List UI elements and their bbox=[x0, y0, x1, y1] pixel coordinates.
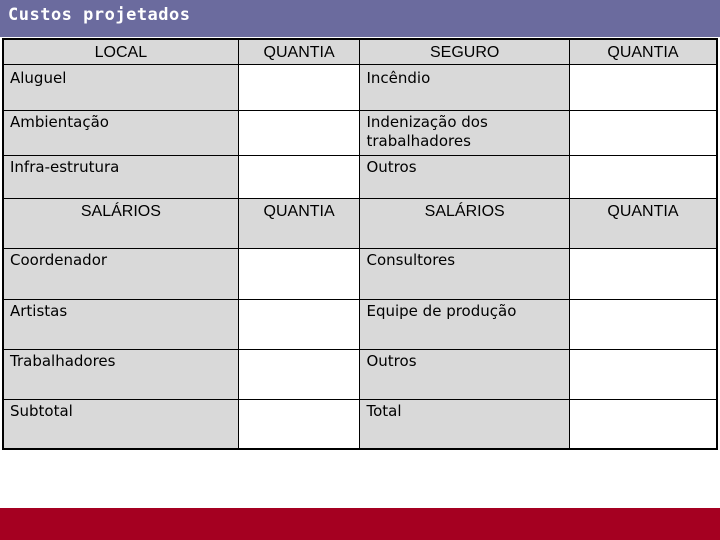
column-header-seguro: SEGURO bbox=[360, 39, 569, 64]
table-row bbox=[3, 64, 717, 110]
amount-cell[interactable] bbox=[238, 155, 360, 198]
column-header-salarios: SALÁRIOS bbox=[3, 198, 238, 248]
column-header-quantia: QUANTIA bbox=[238, 39, 360, 64]
row-label: Trabalhadores bbox=[3, 349, 238, 399]
column-header-quantia: QUANTIA bbox=[238, 198, 360, 248]
row-label: Incêndio bbox=[360, 64, 569, 110]
row-label: Consultores bbox=[360, 248, 569, 299]
footer-bar bbox=[0, 508, 720, 540]
row-label: Equipe de produção bbox=[360, 299, 569, 349]
table-row bbox=[3, 399, 717, 449]
projected-costs-table bbox=[2, 38, 718, 450]
amount-cell[interactable] bbox=[238, 248, 360, 299]
row-label: Ambientação bbox=[3, 110, 238, 155]
amount-cell[interactable] bbox=[238, 110, 360, 155]
amount-cell[interactable] bbox=[569, 399, 717, 449]
row-label: Aluguel bbox=[3, 64, 238, 110]
column-header-quantia: QUANTIA bbox=[569, 39, 717, 64]
title-bar bbox=[0, 0, 720, 37]
column-header-quantia: QUANTIA bbox=[569, 198, 717, 248]
column-header-salarios: SALÁRIOS bbox=[360, 198, 569, 248]
amount-cell[interactable] bbox=[569, 248, 717, 299]
amount-cell[interactable] bbox=[569, 299, 717, 349]
table-row bbox=[3, 349, 717, 399]
table-row bbox=[3, 299, 717, 349]
row-label: Infra-estrutura bbox=[3, 155, 238, 198]
amount-cell[interactable] bbox=[569, 155, 717, 198]
amount-cell[interactable] bbox=[569, 349, 717, 399]
row-label: Coordenador bbox=[3, 248, 238, 299]
subtotal-label: Subtotal bbox=[3, 399, 238, 449]
amount-cell[interactable] bbox=[238, 349, 360, 399]
amount-cell[interactable] bbox=[238, 399, 360, 449]
column-header-local: LOCAL bbox=[3, 39, 238, 64]
page-title: Custos projetados bbox=[8, 5, 191, 25]
amount-cell[interactable] bbox=[238, 299, 360, 349]
row-label: Artistas bbox=[3, 299, 238, 349]
table-row bbox=[3, 110, 717, 155]
table-header-row bbox=[3, 39, 717, 64]
amount-cell[interactable] bbox=[238, 64, 360, 110]
row-label: Indenização dos trabalhadores bbox=[360, 110, 569, 155]
row-label: Outros bbox=[360, 155, 569, 198]
table-header-row bbox=[3, 198, 717, 248]
total-label: Total bbox=[360, 399, 569, 449]
amount-cell[interactable] bbox=[569, 110, 717, 155]
table-row bbox=[3, 248, 717, 299]
table-row bbox=[3, 155, 717, 198]
row-label: Outros bbox=[360, 349, 569, 399]
amount-cell[interactable] bbox=[569, 64, 717, 110]
